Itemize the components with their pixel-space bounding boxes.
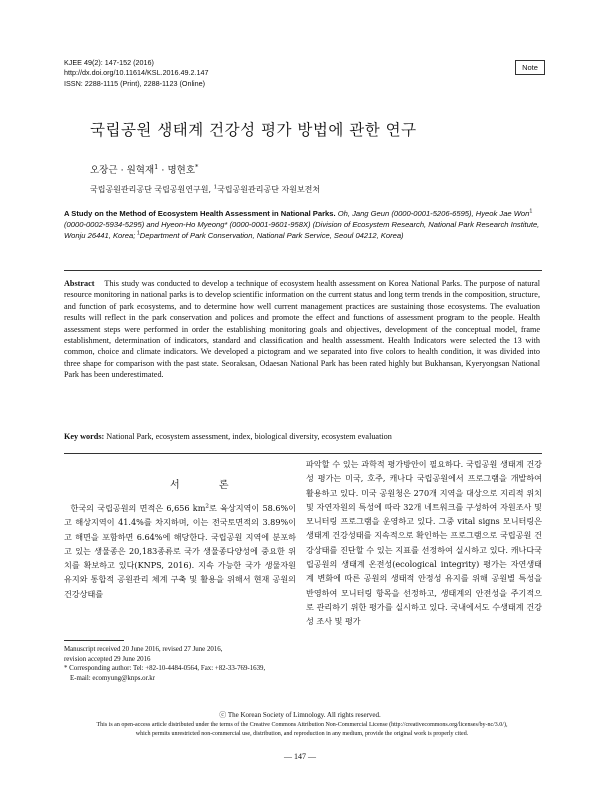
footnote-corresponding: * Corresponding author: Tel: +82-10-4484-0564, Fax: +82-33-769-1639, (64, 665, 266, 672)
license-line-1: This is an open-access article distributed under the terms of the Creative Commons Attribution Non-Commercial License (http://creativecommons.org/licenses/by-nc/3.0/), (96, 722, 508, 728)
license-line-2: which permits unrestricted non-commercial use, distribution, and reproduction in any medium, provide the original work is properly cited. (135, 730, 469, 737)
abstract (64, 278, 540, 381)
keywords-label: Key words: (64, 432, 105, 441)
doi-link[interactable]: http://dx.doi.org/10.11614/KSL.2016.49.2.147 (64, 68, 209, 78)
affiliation-mark: 1 (213, 184, 218, 191)
korean-title: 국립공원 생태계 건강성 평가 방법에 관한 연구 (90, 121, 417, 139)
author-2-mark: 1 (154, 162, 159, 171)
footnote-accepted: revision accepted 29 June 2016 (64, 655, 151, 663)
english-authors-b: (0000-0002-5934-5295) and Hyeon-Ho Myeong* (0000-0001-9601-958X) (Division of Ecosystem Research, National Park Research Institute, Wonju 26441, Korea; (64, 220, 540, 240)
left-paragraph-a: 한국의 국립공원의 면적은 6,656 km (70, 503, 206, 513)
english-author-mark-2: 1 (135, 230, 140, 237)
author-separator: · (120, 165, 124, 176)
abstract-top-rule (64, 270, 542, 271)
abstract-bottom-rule (64, 453, 542, 454)
author-1: 오장근 (90, 165, 118, 176)
footnote-received: Manuscript received 20 June 2016, revised 27 June 2016, (64, 646, 223, 653)
abstract-text: This study was conducted to develop a technique of ecosystem health assessment on Korea National Parks. The purpose of natural resource monitoring in national parks is to develop scientific information on the current status and long term trends in the composition, structure, and function of park ecosystems, and to determine how well current management practices are sustaining those ecosystems. The evaluation results will reflect in the park conservation and polices and promote the effect and functions of assessment program to the people. Health assessment steps were performed in order the establishing monitoring goals and objectives, development of the conceptual model, frame establishment, determination of indicators, standard and classification and health assessment. Health Indicators were selected the 13 with common, choice and climate indicators. We developed a pictogram and we separated into five colors to health condition, it was divided into three shape for comparison with the past state. Seoraksan, Odaesan National Park has been rated highly but Bukhansan, Kyeryongsan National Park has been underestimated. (64, 279, 540, 380)
english-author-mark-1: 1 (529, 208, 533, 215)
author-3: 명현호 (167, 165, 196, 176)
body-right-column: 파악할 수 있는 과학적 평가방안이 필요하다. 국립공원 생태계 건강성 평가는 미국, 호주, 캐나다 국립공원에서 프로그램을 개발하여 활용하고 있다. 미국 공원청은 270개 지역을 대상으로 지리적 위치 및 자연자원의 특성에 따라 32개 네트워크를 구성하여 자원조사 및 모니터링 프로그램을 운영하고 있다. 그중 vital signs 모니터링은 생태계 건강성태를 지속적으로 확인하는 프로그램으로 국립공원 건강상태를 진단할 수 있는 지표를 선정하여 실시하고 있다. 캐나다국립공원의 생태계 온전성(ecological integrity) 평가는 자연생태계 변화에 따른 공원의 생태적 안정성 유지를 위해 공원별 특성을 반영하여 모니터링 항목을 선정하고, 생태계의 안전성을 주기적으로 관리하기 위한 평가를 실시하고 있다. 국내에서도 수생태계 건강성 조사 및 평가 (306, 459, 542, 627)
author-3-mark: * (195, 162, 199, 171)
korean-authors (90, 162, 198, 176)
english-citation (64, 208, 540, 241)
affiliation-2: 국립공원관리공단 자원보전처 (217, 185, 321, 194)
abstract-label: Abstract (64, 279, 95, 288)
issn-info: ISSN: 2288-1115 (Print), 2288-1123 (Online) (64, 78, 206, 88)
korean-affiliation (90, 184, 320, 195)
journal-header (64, 58, 209, 89)
footnote-email[interactable]: E-mail: ecomyung@knps.or.kr (70, 674, 155, 682)
keywords-text: National Park, ecosystem assessment, index, biological diversity, ecosystem evaluation (104, 432, 392, 441)
left-paragraph-sup: 2 (205, 503, 209, 510)
footnote-rule (64, 640, 124, 641)
note-badge: Note (515, 60, 545, 75)
english-authors-c: Department of Park Conservation, National Park Service, Seoul 04212, Korea) (139, 231, 404, 240)
license-text (64, 721, 540, 738)
page-number: — 147 — (284, 752, 316, 761)
section-title: 서 론 (170, 480, 247, 491)
author-separator: · (161, 165, 165, 176)
footnote (64, 645, 304, 683)
body-left-column (64, 501, 296, 601)
author-2: 원혁재 (126, 165, 155, 176)
english-title: A Study on the Method of Ecosystem Health Assessment in National Parks. (64, 209, 336, 218)
affiliation-1: 국립공원관리공단 국립공원연구원, (90, 185, 212, 194)
keywords (64, 432, 540, 441)
english-authors-a: Oh, Jang Geun (0000-0001-5206-6595), Hyeok Jae Won (335, 209, 530, 218)
left-paragraph-b: 로 육상지역이 58.6%이고 해상지역이 41.4%를 차지하며, 이는 전국토면적의 3.89%이고 해면을 포함하면 6.64%에 해당한다. 국립공원 지역에 분포하고 있는 생물종은 20,183종류로 국가 생물종다양성에 중요한 위치를 확보하고 있다(KNPS, 2016). 지속 가능한 국가 생물자원 유지와 통합적 공원관리 체계 구축 및 활용을 위해서 현재 공원의 건강상태를 (64, 503, 296, 599)
copyright: ⓒ The Korean Society of Limnology. All rights reserved. (219, 711, 381, 719)
journal-citation: KJEE 49(2): 147-152 (2016) (64, 58, 154, 67)
